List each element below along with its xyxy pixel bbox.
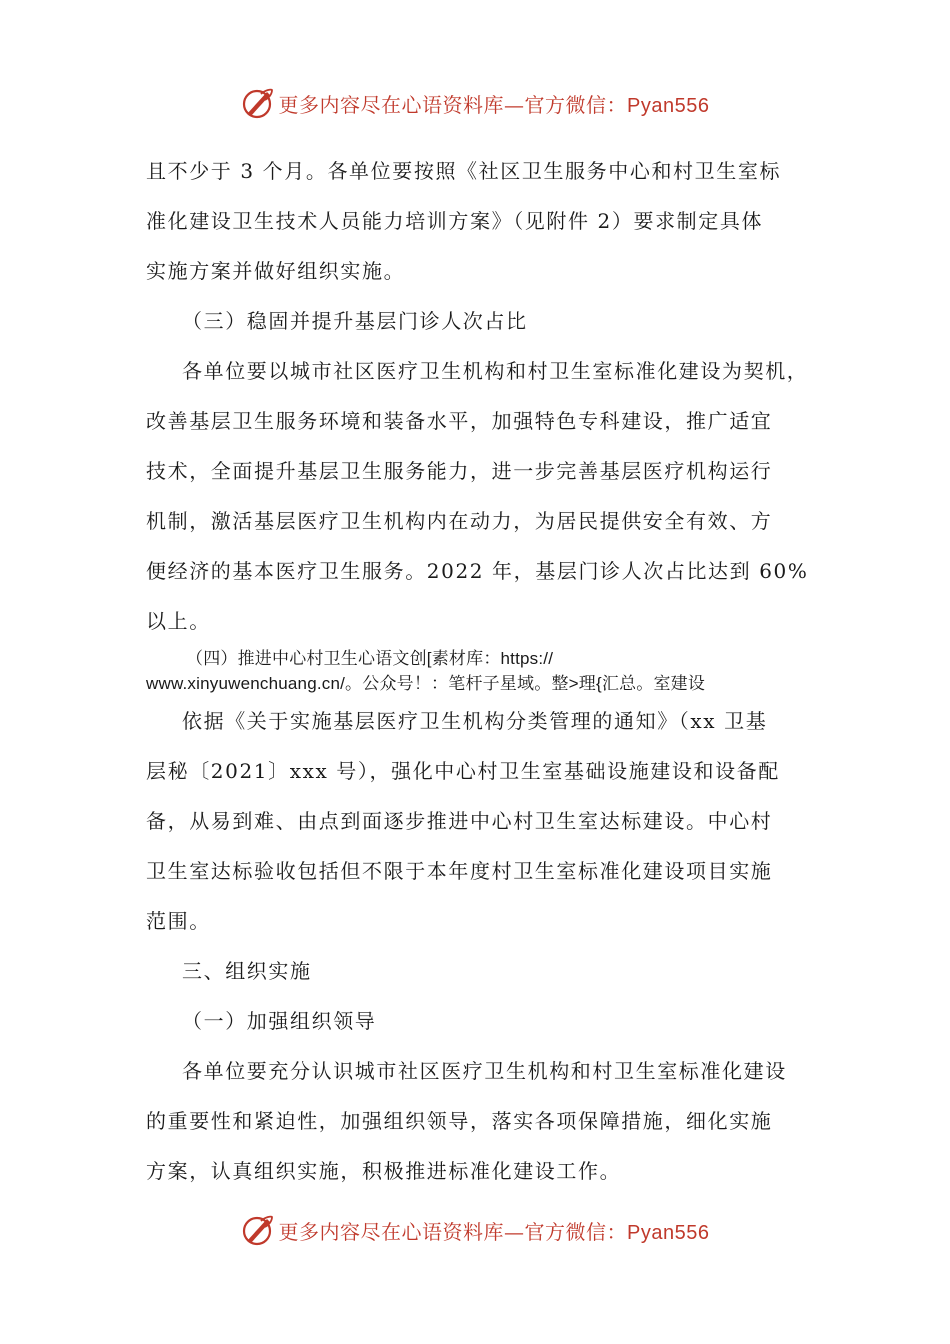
paragraph-line: 各单位要充分认识城市社区医疗卫生机构和村卫生室标准化建设: [182, 1059, 787, 1083]
paragraph-line: 层秘〔2021〕xxx 号），强化中心村卫生室基础设施建设和设备配: [146, 759, 780, 783]
banner-text: 更多内容尽在心语资料库—官方微信：Pyan556: [278, 1219, 710, 1244]
quill-pen-icon: [241, 1213, 275, 1247]
paragraph-line: 准化建设卫生技术人员能力培训方案》（见附件 2）要求制定具体: [146, 209, 764, 233]
quill-pen-icon: [241, 86, 275, 120]
paragraph-line: 以上。: [146, 609, 211, 633]
section-heading-watermarked: （四）推进中心村卫生心语文创[素材库：https://: [186, 649, 554, 668]
banner-text: 更多内容尽在心语资料库—官方微信：Pyan556: [278, 92, 710, 117]
footer-banner: [0, 1208, 950, 1252]
paragraph-line: 实施方案并做好组织实施。: [146, 259, 406, 283]
watermark-line: www.xinyuwenchuang.cn/。公众号！：笔杆子星域。整>理{汇总。室建设: [146, 674, 706, 693]
paragraph-line: 方案，认真组织实施，积极推进标准化建设工作。: [146, 1159, 622, 1183]
paragraph-line: 各单位要以城市社区医疗卫生机构和村卫生室标准化建设为契机，: [182, 359, 809, 383]
document-body: [146, 146, 816, 1196]
paragraph-line: 的重要性和紧迫性，加强组织领导，落实各项保障措施，细化实施: [146, 1109, 773, 1133]
paragraph-line: 且不少于 3 个月。各单位要按照《社区卫生服务中心和村卫生室标: [146, 159, 782, 183]
chapter-heading: 三、组织实施: [182, 959, 312, 983]
paragraph-line: 机制，激活基层医疗卫生机构内在动力，为居民提供安全有效、方: [146, 509, 773, 533]
header-banner: [0, 81, 950, 125]
paragraph-line: 便经济的基本医疗卫生服务。2022 年，基层门诊人次占比达到 60%: [146, 559, 809, 583]
paragraph-line: 改善基层卫生服务环境和装备水平，加强特色专科建设，推广适宜: [146, 409, 773, 433]
paragraph-line: 技术，全面提升基层卫生服务能力，进一步完善基层医疗机构运行: [146, 459, 773, 483]
paragraph-line: 卫生室达标验收包括但不限于本年度村卫生室标准化建设项目实施: [146, 859, 773, 883]
paragraph-line: 备，从易到难、由点到面逐步推进中心村卫生室达标建设。中心村: [146, 809, 773, 833]
section-heading: （三）稳固并提升基层门诊人次占比: [182, 309, 528, 333]
section-heading: （一）加强组织领导: [182, 1009, 377, 1033]
paragraph-line: 范围。: [146, 909, 211, 933]
paragraph-line: 依据《关于实施基层医疗卫生机构分类管理的通知》（xx 卫基: [182, 709, 768, 733]
